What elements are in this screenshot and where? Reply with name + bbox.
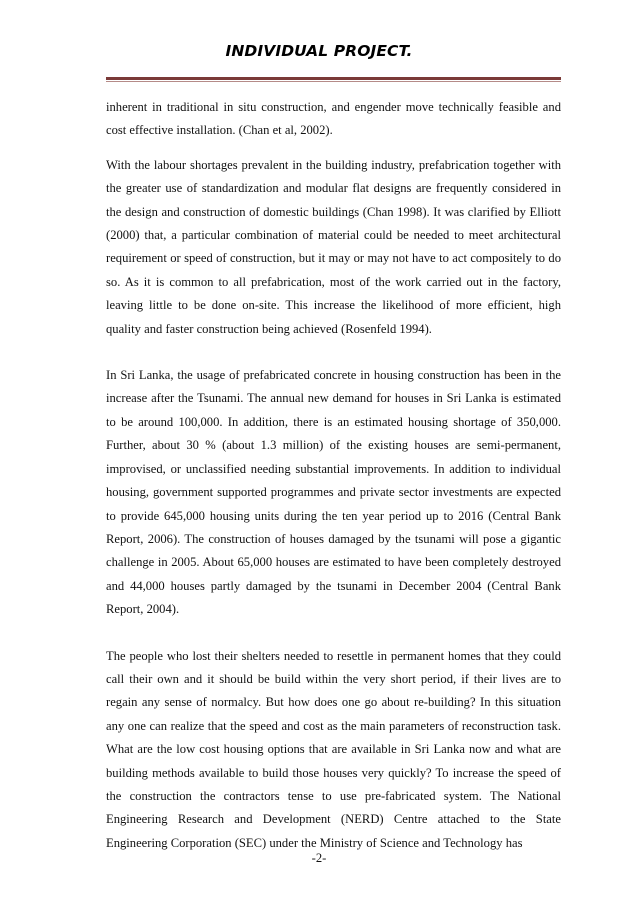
paragraph-continued: inherent in traditional in situ construction, and engender move technically feasible and cost effective installation. (Chan et al, 2002). <box>106 100 561 138</box>
paragraph-labour-shortages: With the labour shortages prevalent in the building industry, prefabrication together with the greater use of standardization and modular flat designs are frequently considered in the design and construction of domestic buildings (Chan 1998). It was clarified by Elliott (2000) that, a particular combination of material could be needed to meet architectural requirement or speed of construction, but it may or may not have to act compositely to do so. As it is common to all prefabrication, most of the work carried out in the factory, leaving little to be done on-site. This increase the likelihood of more efficient, high quality and faster construction being achieved (Rosenfeld 1994). <box>106 157 561 336</box>
header-rule-thick <box>106 77 561 80</box>
page-header-title: INDIVIDUAL PROJECT. <box>225 42 413 60</box>
page-number: -2- <box>311 851 327 865</box>
paragraph-sri-lanka-housing: In Sri Lanka, the usage of prefabricated concrete in housing construction has been in the increase after the Tsunami. The annual new demand for houses in Sri Lanka is estimated to be around 100,000. In addition, there is an estimated housing shortage of 350,000. Further, about 30 % (about 1.3 million) of the existing houses are semi-permanent, improvised, or unclassified needing substantial improvements. In addition to individual housing, government supported programmes and private sector investments are expected to provide 645,000 housing units during the ten year period up to 2016 (Central Bank Report, 2006). The construction of houses damaged by the tsunami will pose a gigantic challenge in 2005. About 65,000 houses are estimated to have been completely destroyed and 44,000 houses partly damaged by the tsunami in December 2004 (Central Bank Report, 2004). <box>106 368 561 617</box>
paragraph-resettlement: The people who lost their shelters needed to resettle in permanent homes that they could call their own and it should be build within the very short period, if their lives are to regain any sense of normalcy. But how does one go about re-building? In this situation any one can realize that the speed and cost as the main parameters of reconstruction task. What are the low cost housing options that are available in Sri Lanka now and what are building methods available to build those houses very quickly? To increase the speed of the construction the contractors tense to use pre-fabricated system. The National Engineering Research and Development (NERD) Centre attached to the State Engineering Corporation (SEC) under the Ministry of Science and Technology has <box>106 648 561 850</box>
body-text <box>106 96 561 855</box>
header-rule-thin <box>106 81 561 82</box>
